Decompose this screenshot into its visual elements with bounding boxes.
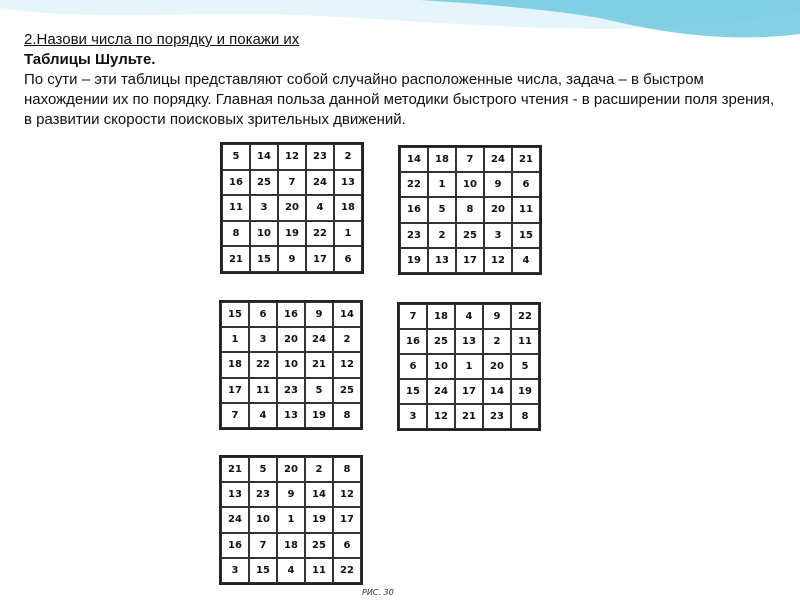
table-cell: 24: [427, 379, 455, 404]
table-cell: 21: [221, 457, 249, 482]
table-cell: 20: [484, 197, 512, 222]
table-cell: 2: [333, 327, 361, 352]
table-cell: 23: [483, 404, 511, 429]
table-cell: 19: [400, 248, 428, 273]
table-cell: 8: [333, 457, 361, 482]
table-cell: 4: [512, 248, 540, 273]
table-cell: 7: [456, 147, 484, 172]
table-cell: 3: [221, 558, 249, 583]
table-cell: 22: [400, 172, 428, 197]
table-cell: 22: [511, 304, 539, 329]
table-cell: 11: [249, 378, 277, 403]
table-cell: 7: [399, 304, 427, 329]
schulte-table-1: [220, 142, 364, 274]
table-cell: 20: [277, 327, 305, 352]
table-cell: 25: [456, 223, 484, 248]
table-cell: 22: [249, 352, 277, 377]
table-cell: 19: [278, 221, 306, 247]
table-cell: 13: [428, 248, 456, 273]
table-cell: 16: [400, 197, 428, 222]
table-cell: 1: [221, 327, 249, 352]
table-cell: 21: [222, 246, 250, 272]
table-cell: 7: [249, 533, 277, 558]
table-cell: 2: [305, 457, 333, 482]
table-cell: 22: [333, 558, 361, 583]
table-cell: 12: [333, 482, 361, 507]
table-cell: 12: [278, 144, 306, 170]
table-cell: 6: [399, 354, 427, 379]
schulte-table-5: [219, 455, 363, 585]
table-cell: 9: [305, 302, 333, 327]
table-cell: 20: [483, 354, 511, 379]
table-cell: 6: [333, 533, 361, 558]
table-cell: 14: [333, 302, 361, 327]
table-cell: 13: [455, 329, 483, 354]
table-cell: 22: [306, 221, 334, 247]
slide-subtitle: Таблицы Шульте.: [24, 51, 156, 68]
table-cell: 21: [512, 147, 540, 172]
table-cell: 2: [483, 329, 511, 354]
table-cell: 20: [278, 195, 306, 221]
table-cell: 23: [249, 482, 277, 507]
table-cell: 18: [427, 304, 455, 329]
table-cell: 18: [428, 147, 456, 172]
table-cell: 14: [400, 147, 428, 172]
table-cell: 5: [222, 144, 250, 170]
table-cell: 24: [306, 170, 334, 196]
table-cell: 15: [221, 302, 249, 327]
table-cell: 14: [483, 379, 511, 404]
table-cell: 8: [456, 197, 484, 222]
table-cell: 25: [250, 170, 278, 196]
schulte-table-2: [398, 145, 542, 275]
table-cell: 8: [222, 221, 250, 247]
table-cell: 17: [455, 379, 483, 404]
table-cell: 20: [277, 457, 305, 482]
table-cell: 12: [427, 404, 455, 429]
table-cell: 15: [250, 246, 278, 272]
table-cell: 10: [250, 221, 278, 247]
table-cell: 11: [305, 558, 333, 583]
table-cell: 1: [334, 221, 362, 247]
table-cell: 11: [222, 195, 250, 221]
table-cell: 16: [221, 533, 249, 558]
table-cell: 13: [277, 403, 305, 428]
table-cell: 15: [249, 558, 277, 583]
table-cell: 5: [249, 457, 277, 482]
table-cell: 23: [306, 144, 334, 170]
table-cell: 6: [249, 302, 277, 327]
table-cell: 25: [305, 533, 333, 558]
table-cell: 17: [333, 507, 361, 532]
slide-paragraph: По сути – эти таблицы представляют собой случайно расположенные числа, задача – в быстром нахождении их по порядку. Главная польза данной методики быстрого чтения - в расширении поля зрения, в развитии скорости поисковых зрительных движений.: [24, 71, 775, 128]
table-cell: 16: [277, 302, 305, 327]
table-cell: 15: [399, 379, 427, 404]
table-cell: 11: [512, 197, 540, 222]
table-cell: 3: [484, 223, 512, 248]
table-cell: 23: [400, 223, 428, 248]
table-cell: 19: [305, 507, 333, 532]
table-cell: 6: [334, 246, 362, 272]
table-cell: 9: [277, 482, 305, 507]
table-cell: 4: [277, 558, 305, 583]
table-cell: 14: [305, 482, 333, 507]
table-cell: 21: [455, 404, 483, 429]
table-cell: 9: [278, 246, 306, 272]
table-cell: 8: [333, 403, 361, 428]
table-cell: 5: [305, 378, 333, 403]
table-cell: 13: [334, 170, 362, 196]
table-cell: 19: [511, 379, 539, 404]
table-cell: 18: [221, 352, 249, 377]
table-cell: 4: [306, 195, 334, 221]
slide-text: [24, 30, 784, 130]
table-cell: 1: [277, 507, 305, 532]
table-cell: 2: [428, 223, 456, 248]
table-cell: 10: [456, 172, 484, 197]
table-cell: 5: [511, 354, 539, 379]
table-cell: 4: [455, 304, 483, 329]
table-cell: 8: [511, 404, 539, 429]
table-cell: 9: [484, 172, 512, 197]
table-cell: 15: [512, 223, 540, 248]
table-cell: 3: [249, 327, 277, 352]
table-cell: 10: [427, 354, 455, 379]
table-cell: 3: [399, 404, 427, 429]
table-cell: 1: [455, 354, 483, 379]
table-cell: 10: [249, 507, 277, 532]
table-cell: 24: [484, 147, 512, 172]
table-cell: 3: [250, 195, 278, 221]
figure-caption: РИС. 30: [362, 588, 394, 597]
table-cell: 12: [333, 352, 361, 377]
table-cell: 13: [221, 482, 249, 507]
table-cell: 18: [334, 195, 362, 221]
table-cell: 23: [277, 378, 305, 403]
table-cell: 4: [249, 403, 277, 428]
table-cell: 17: [456, 248, 484, 273]
table-cell: 9: [483, 304, 511, 329]
table-cell: 7: [278, 170, 306, 196]
table-cell: 24: [221, 507, 249, 532]
table-cell: 6: [512, 172, 540, 197]
table-cell: 25: [427, 329, 455, 354]
table-cell: 25: [333, 378, 361, 403]
table-cell: 5: [428, 197, 456, 222]
schulte-table-4: [397, 302, 541, 431]
table-cell: 1: [428, 172, 456, 197]
slide-heading: 2.Назови числа по порядку и покажи их: [24, 31, 300, 48]
table-cell: 18: [277, 533, 305, 558]
schulte-table-3: [219, 300, 363, 430]
table-cell: 16: [222, 170, 250, 196]
table-cell: 2: [334, 144, 362, 170]
table-cell: 17: [221, 378, 249, 403]
table-cell: 19: [305, 403, 333, 428]
table-cell: 12: [484, 248, 512, 273]
table-cell: 16: [399, 329, 427, 354]
table-cell: 21: [305, 352, 333, 377]
table-cell: 7: [221, 403, 249, 428]
table-cell: 10: [277, 352, 305, 377]
table-cell: 11: [511, 329, 539, 354]
table-cell: 24: [305, 327, 333, 352]
table-cell: 17: [306, 246, 334, 272]
table-cell: 14: [250, 144, 278, 170]
